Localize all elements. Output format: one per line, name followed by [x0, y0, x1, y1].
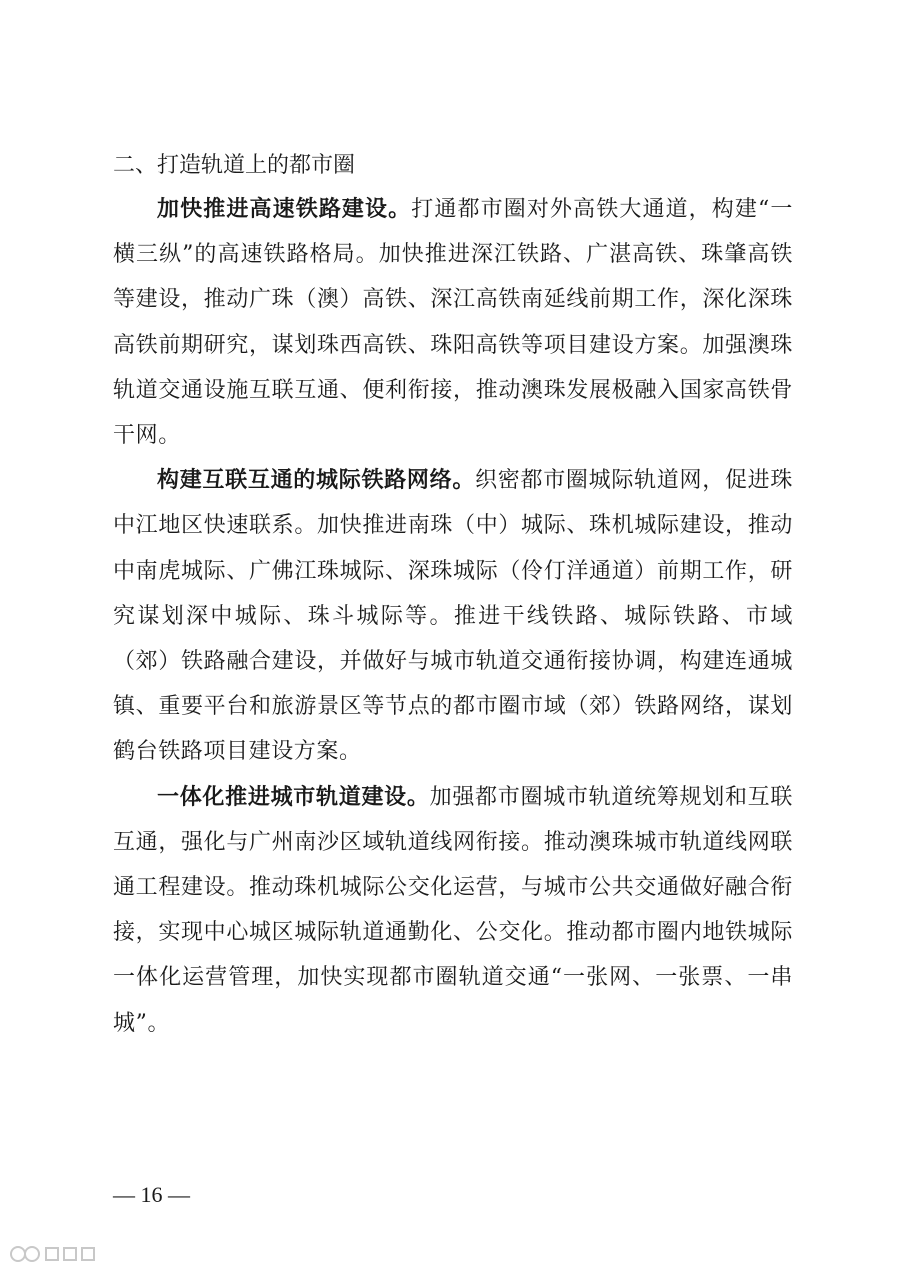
watermark [8, 1242, 108, 1266]
section-heading: 二、打造轨道上的都市圈 [113, 153, 356, 178]
paragraph-lead: 一体化推进城市轨道建设。 [157, 784, 430, 810]
paragraph-body: 织密都市圈城际轨道网，促进珠中江地区快速联系。加快推进南珠（中）城际、珠机城际建设，推动中南虎城际、广佛江珠城际、深珠城际（伶仃洋通道）前期工作，研究谋划深中城际、珠斗城际等。推进干线铁路、城际铁路、市域（郊）铁路融合建设，并做好与城市轨道交通衔接协调，构建连通城镇、重要平台和旅游景区等节点的都市圈市域（郊）铁路网络，谋划鹤台铁路项目建设方案。 [113, 468, 793, 765]
paragraph-lead: 加快推进高速铁路建设。 [157, 197, 412, 222]
paragraph-body: 打通都市圈对外高铁大通道，构建“一横三纵”的高速铁路格局。加快推进深江铁路、广湛高铁、珠肇高铁等建设，推动广珠（澳）高铁、深江高铁南延线前期工作，深化深珠高铁前期研究，谋划珠西高铁、珠阳高铁等项目建设方案。加强澳珠轨道交通设施互联互通、便利衔接，推动澳珠发展极融入国家高铁骨干网。 [113, 197, 793, 449]
page-number: — 16 — [113, 1182, 190, 1207]
paragraph-urban-rail [113, 775, 793, 1046]
paragraph-intercity-rail [113, 458, 793, 774]
paragraph-body: 加强都市圈城市轨道统筹规划和互联互通，强化与广州南沙区域轨道线网衔接。推动澳珠城市轨道线网联通工程建设。推动珠机城际公交化运营，与城市公共交通做好融合衔接，实现中心城区城际轨道通勤化、公交化。推动都市圈内地铁城际一体化运营管理，加快实现都市圈轨道交通“一张网、一张票、一串城”。 [113, 784, 793, 1036]
paragraph-lead: 构建互联互通的城际铁路网络。 [157, 468, 476, 494]
brand-logo-icon [8, 1243, 108, 1265]
paragraph-high-speed-rail [113, 187, 793, 458]
page-body [113, 145, 793, 1046]
